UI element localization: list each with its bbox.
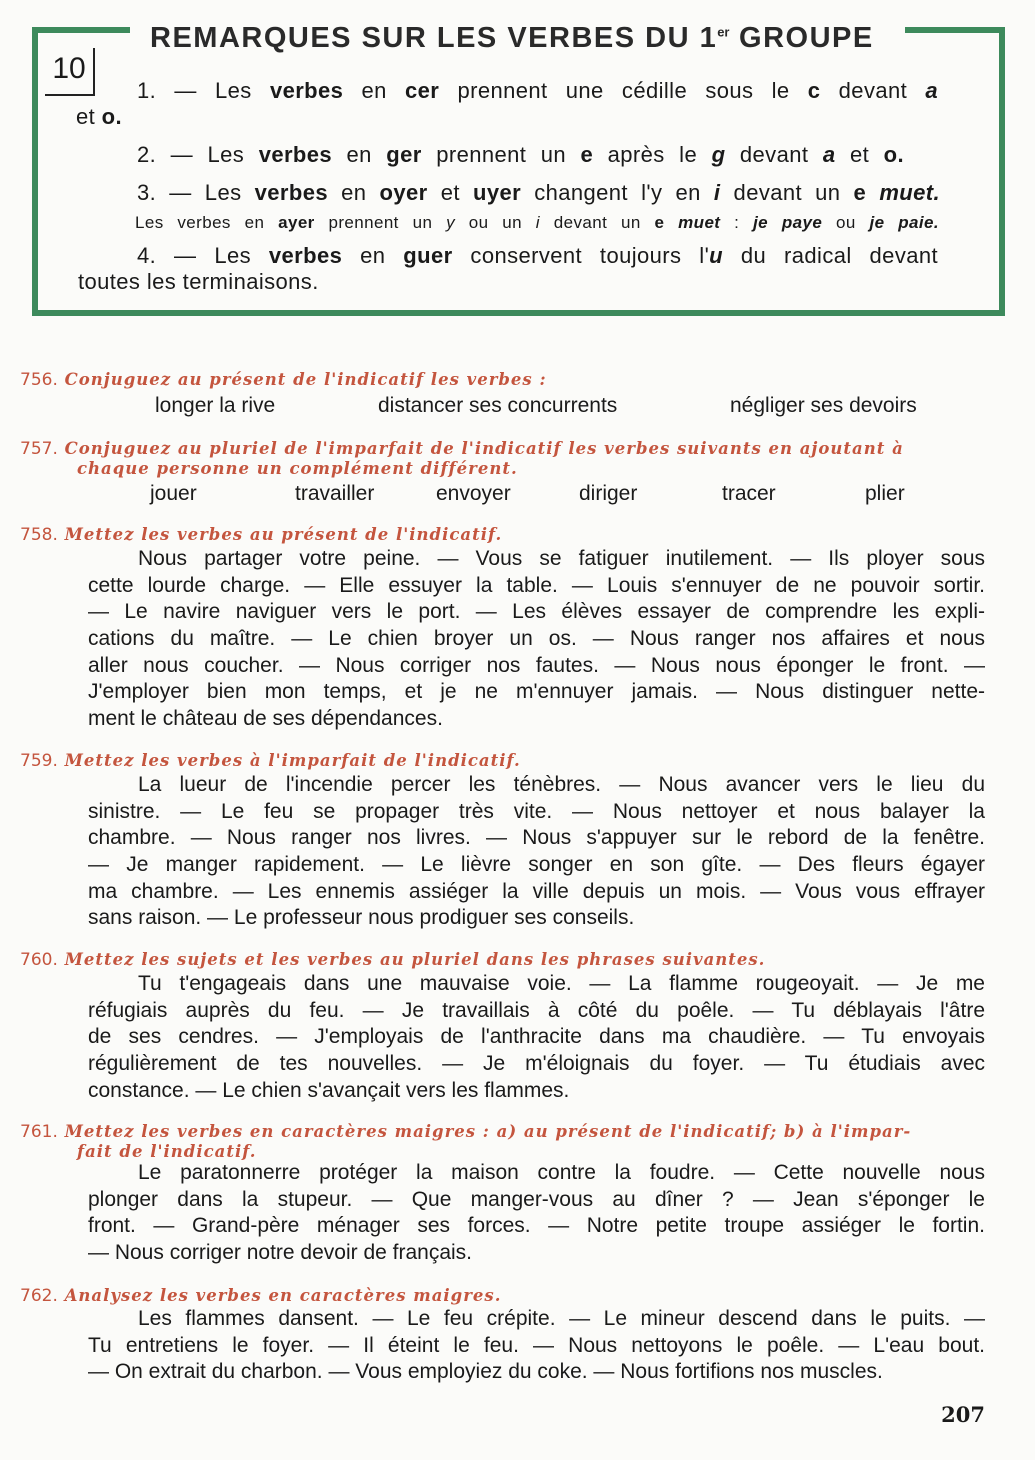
verb-phrase: distancer ses concurrents xyxy=(378,394,618,417)
instruction-text: Mettez les verbes au présent de l'indicatif. xyxy=(64,525,503,544)
instruction-text: Conjuguez au présent de l'indicatif les verbes : xyxy=(64,370,547,389)
exercise-762-instruction xyxy=(20,1286,501,1306)
exercise-756-instruction xyxy=(20,370,547,390)
text-line: réfugiais auprès du feu. — Je travaillais à côté du poêle. — Tu déblayais l'âtre xyxy=(88,998,985,1022)
text-line: Tu t'engageais dans une mauvaise voie. — La flamme rougeoyait. — Je me xyxy=(138,972,985,995)
text-line: plonger dans la stupeur. — Que manger-vous au dîner ? — Jean s'éponger le xyxy=(88,1187,985,1211)
verb: tracer xyxy=(722,482,776,505)
text-line: — Je manger rapidement. — Le lièvre songer en son gîte. — Des fleurs égayer xyxy=(88,853,985,877)
text-line: La lueur de l'incendie percer les ténèbres. — Nous avancer vers le lieu du xyxy=(138,773,985,796)
rule-text-segment: en xyxy=(343,78,406,103)
rule-text-segment: e xyxy=(853,180,867,205)
rule-text-segment: Les verbes en xyxy=(135,213,279,232)
rule-1-line-1 xyxy=(137,78,938,104)
rule-text-segment: c xyxy=(807,78,821,103)
exercise-number: 759. xyxy=(20,751,58,771)
rule-text-segment: après le xyxy=(593,142,712,167)
rule-text-segment: guer xyxy=(403,243,453,268)
rule-text-segment: ou xyxy=(822,213,870,232)
instruction-text: Mettez les verbes à l'imparfait de l'indicatif. xyxy=(64,751,521,770)
text-line: sans raison. — Le professeur nous prodiguer ses conseils. xyxy=(88,906,635,930)
verb: travailler xyxy=(295,482,375,505)
rule-text-segment: o. xyxy=(883,142,904,167)
text-line: — On extrait du charbon. — Vous employiez du coke. — Nous fortifions nos muscles. xyxy=(88,1360,883,1384)
page-number: 207 xyxy=(941,1402,985,1427)
rule-text-segment: e xyxy=(654,213,665,232)
text-line: front. — Grand-père ménager ses forces. — Notre petite troupe assiéger le fortin. xyxy=(88,1214,985,1238)
text-line: cations du maître. — Le chien broyer un os. — Nous ranger nos affaires et nous xyxy=(88,627,985,651)
rule-3 xyxy=(137,180,940,206)
exercise-number: 756. xyxy=(20,370,58,390)
text-line: de ses cendres. — J'employais de l'anthracite dans ma chaudière. — Tu envoyais xyxy=(88,1025,985,1049)
rule-text-segment: ayer xyxy=(278,213,315,232)
rule-text-segment: devant xyxy=(725,142,823,167)
exercise-number: 757. xyxy=(20,439,58,459)
text-line: sinistre. — Le feu se propager très vite. — Nous nettoyer et nous balayer la xyxy=(88,799,985,823)
rule-text-segment: ou un xyxy=(455,213,536,232)
rule-text-segment: et xyxy=(835,142,884,167)
rule-text-segment: en xyxy=(332,142,387,167)
rule-text-segment: changent l'y en xyxy=(521,180,714,205)
rule-text-segment: u xyxy=(709,243,724,268)
text-line: constance. — Le chien s'avançait vers les flammes. xyxy=(88,1078,570,1102)
exercise-760-text xyxy=(88,971,985,1104)
rule-4-line-2 xyxy=(78,269,319,295)
rule-text-segment: o. xyxy=(101,104,123,129)
rule-text-segment: ger xyxy=(386,142,422,167)
rule-text-segment: 4. — Les xyxy=(137,243,269,268)
rule-text-segment: i xyxy=(713,180,721,205)
rule-text-segment: du radical devant xyxy=(723,243,938,268)
title-text: REMARQUES SUR LES VERBES DU 1 xyxy=(150,22,718,54)
rule-text-segment: je paye xyxy=(753,213,823,232)
text-line: Nous partager votre peine. — Vous se fatiguer inutilement. — Ils ployer sous xyxy=(138,547,985,570)
text-line: Le paratonnerre protéger la maison contre la foudre. — Cette nouvelle nous xyxy=(138,1161,985,1184)
rule-text-segment: 2. — Les xyxy=(137,142,259,167)
rule-text-segment: verbes xyxy=(258,142,333,167)
rule-text-segment: et xyxy=(427,180,474,205)
exercise-761-instruction xyxy=(20,1122,911,1161)
instruction-text: Conjuguez au pluriel de l'imparfait de l'indicatif les verbes suivants en ajoutant à xyxy=(64,439,904,458)
text-line: — Nous corriger notre devoir de français. xyxy=(88,1241,472,1265)
exercise-number: 758. xyxy=(20,525,58,545)
text-line: ment le château de ses dépendances. xyxy=(88,707,443,731)
exercise-759-text xyxy=(88,772,985,932)
rule-text-segment: en xyxy=(327,180,380,205)
text-line: cette lourde charge. — Elle essuyer la table. — Louis s'ennuyer de ne pouvoir sortir. xyxy=(88,573,985,597)
rule-text-segment: a xyxy=(925,78,939,103)
exercise-756-verbs xyxy=(0,394,1035,424)
rule-4-line-1 xyxy=(137,243,938,269)
rule-text-segment: prennent un xyxy=(421,142,581,167)
instruction-text: Mettez les verbes en caractères maigres : a) au présent de l'indicatif; b) à l'impar- xyxy=(64,1122,912,1141)
verb: jouer xyxy=(150,482,197,505)
rule-text-segment: conservent toujours l' xyxy=(452,243,710,268)
rule-text-segment: a xyxy=(822,142,836,167)
rule-text-segment: verbes xyxy=(269,78,344,103)
text-line: — Le navire naviguer vers le port. — Les élèves essayer de comprendre les expli- xyxy=(88,600,985,624)
rule-text-segment: devant un xyxy=(720,180,854,205)
rule-text-segment: i xyxy=(535,213,540,232)
rule-text-segment: verbes xyxy=(254,180,328,205)
title-superscript: er xyxy=(717,24,730,40)
text-line: Tu entretiens le foyer. — Il éteint le feu. — Nous nettoyons le poêle. — L'eau bout. xyxy=(88,1333,985,1357)
rule-text-segment: prennent un xyxy=(314,213,447,232)
rule-text-segment xyxy=(664,213,678,232)
rules-box-title xyxy=(150,22,874,55)
exercise-760-instruction xyxy=(20,950,765,970)
instruction-text-cont: chaque personne un complément différent. xyxy=(77,459,518,478)
rule-text-segment: 3. — Les xyxy=(137,180,255,205)
title-text-end: GROUPE xyxy=(729,22,874,54)
instruction-text: Mettez les sujets et les verbes au pluriel dans les phrases suivantes. xyxy=(64,950,766,969)
exercise-757-instruction xyxy=(20,439,904,478)
rule-2 xyxy=(137,142,904,168)
verb: envoyer xyxy=(436,482,511,505)
exercise-761-text xyxy=(88,1160,985,1267)
rule-3-note xyxy=(135,213,939,233)
exercise-number: 761. xyxy=(20,1122,58,1142)
exercise-758-instruction xyxy=(20,525,502,545)
rule-text-segment: 1. — Les xyxy=(137,78,270,103)
exercise-759-instruction xyxy=(20,751,521,771)
instruction-text-cont: fait de l'indicatif. xyxy=(77,1142,257,1161)
text-line: aller nous coucher. — Nous corriger nos fautes. — Nous nous éponger le front. — xyxy=(88,653,985,677)
rule-text-segment: devant un xyxy=(539,213,655,232)
rule-text-segment: : xyxy=(720,213,754,232)
rule-text-segment: toutes les terminaisons. xyxy=(78,269,319,294)
text-line: Les flammes dansent. — Le feu crépite. — Le mineur descend dans le puits. — xyxy=(138,1307,985,1330)
exercise-number: 760. xyxy=(20,950,58,970)
rule-text-segment: muet xyxy=(678,213,721,232)
exercise-number: 762. xyxy=(20,1286,58,1306)
rule-1-line-2 xyxy=(76,104,122,130)
rule-text-segment: g xyxy=(711,142,726,167)
verb-phrase: négliger ses devoirs xyxy=(730,394,917,417)
rule-text-segment: cer xyxy=(405,78,440,103)
rule-text-segment: en xyxy=(342,243,404,268)
text-line: J'employer bien mon temps, et je ne m'ennuyer jamais. — Nous distinguer nette- xyxy=(88,680,985,704)
lesson-number: 10 xyxy=(45,48,95,96)
rule-text-segment: uyer xyxy=(473,180,522,205)
verb: plier xyxy=(865,482,905,505)
rule-text-segment: muet. xyxy=(879,180,941,205)
text-line: régulièrement de tes nouvelles. — Je m'éloignais du foyer. — Tu étudiais avec xyxy=(88,1052,985,1076)
verb-phrase: longer la rive xyxy=(155,394,276,417)
rule-text-segment: y xyxy=(446,213,455,232)
rule-text-segment: verbes xyxy=(268,243,343,268)
instruction-text: Analysez les verbes en caractères maigres. xyxy=(64,1286,502,1305)
rule-text-segment: devant xyxy=(820,78,926,103)
rule-text-segment: et xyxy=(76,104,102,129)
text-line: chambre. — Nous ranger nos livres. — Nous s'appuyer sur le rebord de la fenêtre. xyxy=(88,826,985,850)
rule-text-segment xyxy=(866,180,879,205)
rule-text-segment: e xyxy=(580,142,594,167)
verb: diriger xyxy=(579,482,638,505)
rule-text-segment: je paie. xyxy=(869,213,939,232)
exercise-762-text xyxy=(88,1306,985,1386)
rule-text-segment: oyer xyxy=(379,180,428,205)
text-line: ma chambre. — Les ennemis assiéger la ville depuis un mois. — Vous vous effrayer xyxy=(88,879,985,903)
exercise-758-text xyxy=(88,546,985,733)
rule-text-segment: prennent une cédille sous le xyxy=(439,78,808,103)
exercise-757-verbs xyxy=(0,482,1035,512)
